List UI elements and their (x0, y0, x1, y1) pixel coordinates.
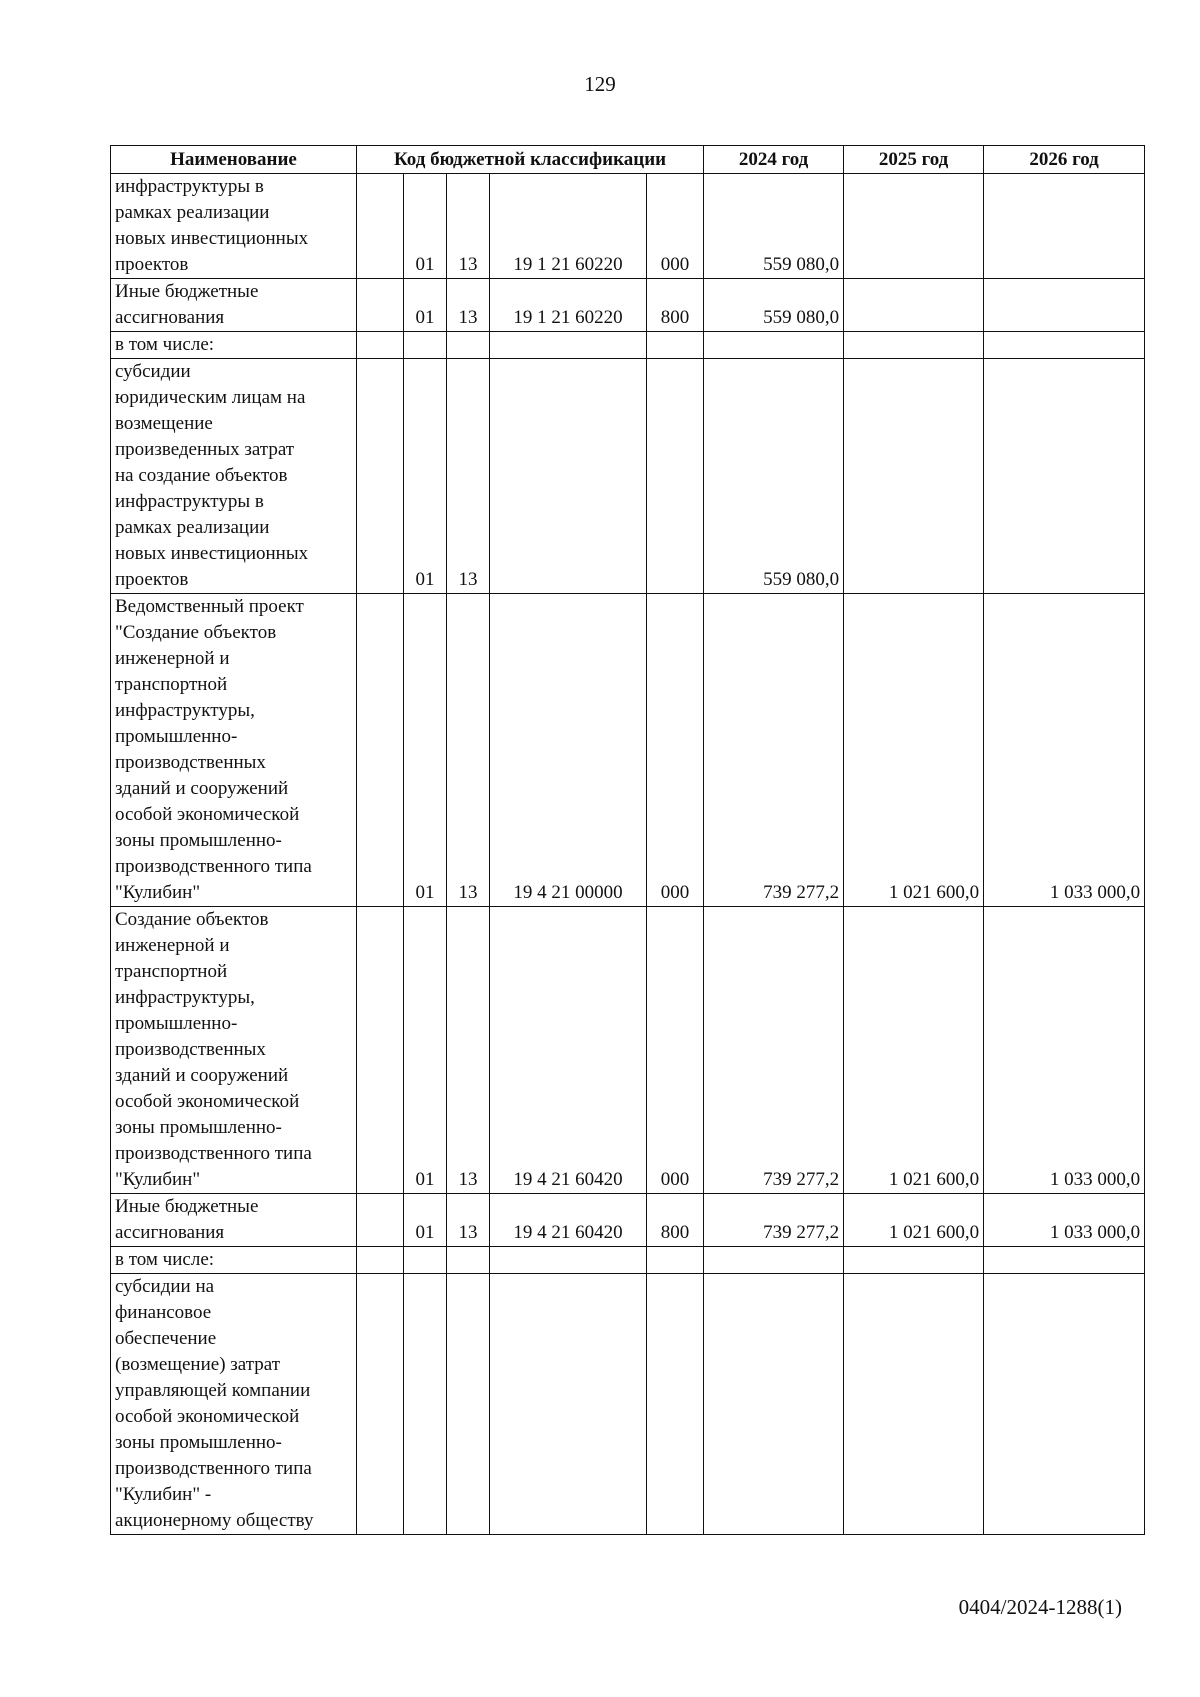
header-2026: 2026 год (984, 146, 1145, 174)
row-target-article (490, 332, 647, 359)
row-subsection (447, 332, 490, 359)
row-subsection: 13 (447, 279, 490, 332)
row-value-2025 (844, 1247, 984, 1274)
row-target-article (490, 359, 647, 594)
row-blank (357, 174, 404, 279)
row-value-2026: 1 033 000,0 (984, 907, 1145, 1194)
row-value-2024: 559 080,0 (704, 359, 844, 594)
table-row (111, 594, 1145, 907)
page-number: 129 (584, 72, 616, 96)
row-name: в том числе: (111, 332, 357, 359)
header-2024: 2024 год (704, 146, 844, 174)
row-subsection (447, 1247, 490, 1274)
row-section (404, 1274, 447, 1535)
row-value-2026 (984, 174, 1145, 279)
row-target-article: 19 1 21 60220 (490, 174, 647, 279)
row-value-2026 (984, 1247, 1145, 1274)
row-subsection: 13 (447, 594, 490, 907)
row-expense-type (647, 332, 704, 359)
row-target-article: 19 4 21 60420 (490, 907, 647, 1194)
table-row (111, 279, 1145, 332)
row-section (404, 332, 447, 359)
row-value-2024: 559 080,0 (704, 174, 844, 279)
row-expense-type: 800 (647, 1194, 704, 1247)
row-value-2026: 1 033 000,0 (984, 1194, 1145, 1247)
table-row (111, 1247, 1145, 1274)
row-value-2025: 1 021 600,0 (844, 1194, 984, 1247)
row-expense-type: 000 (647, 907, 704, 1194)
row-section (404, 1247, 447, 1274)
row-value-2024: 739 277,2 (704, 1194, 844, 1247)
row-section: 01 (404, 174, 447, 279)
row-value-2026 (984, 359, 1145, 594)
row-value-2024: 559 080,0 (704, 279, 844, 332)
row-value-2024: 739 277,2 (704, 907, 844, 1194)
row-name: Создание объектов инженерной и транспортной инфраструктуры, промышленно- производственных зданий и сооружений особой экономической зоны промышленно- производственного типа "Кулибин" (111, 907, 357, 1194)
row-blank (357, 594, 404, 907)
row-section: 01 (404, 279, 447, 332)
row-blank (357, 359, 404, 594)
row-value-2025 (844, 1274, 984, 1535)
header-2025: 2025 год (844, 146, 984, 174)
row-blank (357, 279, 404, 332)
row-section: 01 (404, 1194, 447, 1247)
row-target-article: 19 4 21 00000 (490, 594, 647, 907)
row-subsection: 13 (447, 174, 490, 279)
row-value-2025 (844, 174, 984, 279)
row-expense-type (647, 1247, 704, 1274)
row-subsection: 13 (447, 359, 490, 594)
table-row (111, 174, 1145, 279)
row-target-article (490, 1274, 647, 1535)
row-blank (357, 332, 404, 359)
row-name: в том числе: (111, 1247, 357, 1274)
row-value-2024 (704, 1247, 844, 1274)
table-row (111, 907, 1145, 1194)
header-code: Код бюджетной классификации (357, 146, 704, 174)
row-expense-type: 800 (647, 279, 704, 332)
row-name: Иные бюджетные ассигнования (111, 1194, 357, 1247)
row-expense-type: 000 (647, 174, 704, 279)
row-target-article: 19 1 21 60220 (490, 279, 647, 332)
budget-table (110, 145, 1145, 1535)
row-subsection (447, 1274, 490, 1535)
row-name: Ведомственный проект "Создание объектов инженерной и транспортной инфраструктуры, промышленно- производственных зданий и сооружений особой экономической зоны промышленно- производственного типа "Кулибин" (111, 594, 357, 907)
row-value-2025 (844, 332, 984, 359)
row-subsection: 13 (447, 1194, 490, 1247)
row-target-article (490, 1247, 647, 1274)
row-value-2025 (844, 279, 984, 332)
row-value-2025: 1 021 600,0 (844, 594, 984, 907)
row-section: 01 (404, 907, 447, 1194)
row-value-2026 (984, 332, 1145, 359)
row-subsection: 13 (447, 907, 490, 1194)
row-value-2026 (984, 279, 1145, 332)
row-expense-type (647, 1274, 704, 1535)
row-blank (357, 1194, 404, 1247)
table-header-row (111, 146, 1145, 174)
row-section: 01 (404, 359, 447, 594)
row-expense-type: 000 (647, 594, 704, 907)
row-expense-type (647, 359, 704, 594)
row-name: инфраструктуры в рамках реализации новых инвестиционных проектов (111, 174, 357, 279)
row-value-2024 (704, 332, 844, 359)
row-value-2025 (844, 359, 984, 594)
document-code: 0404/2024-1288(1) (958, 1595, 1122, 1619)
row-target-article: 19 4 21 60420 (490, 1194, 647, 1247)
row-value-2024: 739 277,2 (704, 594, 844, 907)
header-name: Наименование (111, 146, 357, 174)
row-value-2025: 1 021 600,0 (844, 907, 984, 1194)
row-section: 01 (404, 594, 447, 907)
table-row (111, 1274, 1145, 1535)
row-blank (357, 1274, 404, 1535)
row-value-2024 (704, 1274, 844, 1535)
row-name: Иные бюджетные ассигнования (111, 279, 357, 332)
row-blank (357, 1247, 404, 1274)
table-row (111, 1194, 1145, 1247)
table-row (111, 359, 1145, 594)
row-value-2026 (984, 1274, 1145, 1535)
row-value-2026: 1 033 000,0 (984, 594, 1145, 907)
row-name: субсидии на финансовое обеспечение (возмещение) затрат управляющей компании особой экономической зоны промышленно- производственного типа "Кулибин" - акционерному обществу (111, 1274, 357, 1535)
row-name: субсидии юридическим лицам на возмещение произведенных затрат на создание объектов инфраструктуры в рамках реализации новых инвестиционных проектов (111, 359, 357, 594)
table-row (111, 332, 1145, 359)
row-blank (357, 907, 404, 1194)
